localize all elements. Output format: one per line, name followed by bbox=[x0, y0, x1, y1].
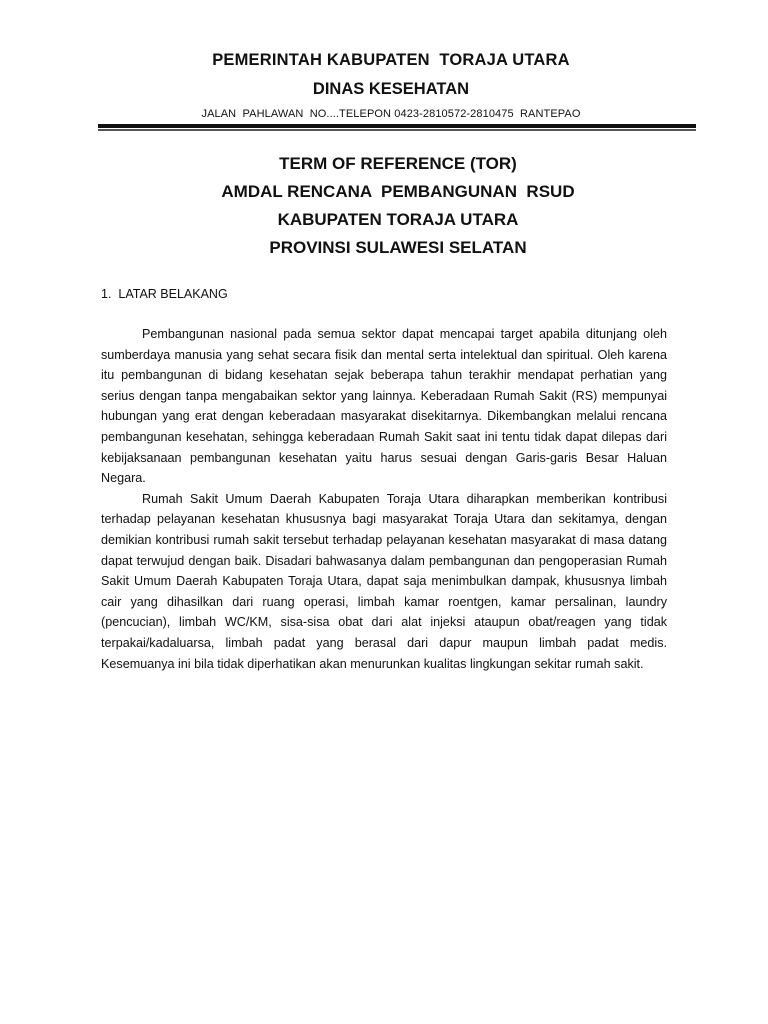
letterhead bbox=[0, 48, 768, 122]
document-title bbox=[0, 150, 768, 262]
divider-thin-line bbox=[98, 129, 696, 131]
title-line-2: AMDAL RENCANA PEMBANGUNAN RSUD bbox=[221, 182, 575, 201]
address-line: JALAN PAHLAWAN NO....TELEPON 0423-2810572-2810475 RANTEPAO bbox=[201, 108, 581, 120]
section-heading: 1. LATAR BELAKANG bbox=[101, 287, 228, 301]
section-body bbox=[101, 324, 667, 674]
paragraph: Rumah Sakit Umum Daerah Kabupaten Toraja Utara diharapkan memberikan kontribusi terhadap pelayanan kesehatan khususnya bagi masyarakat Toraja Utara dan sekitamya, dengan demikian kontribusi rumah sakit tersebut terhadap pelayanan kesehatan masyarakat di masa datang dapat terwujud dengan baik. Disadari bahwasanya dalam pembangunan dan pengoperasian Rumah Sakit Umum Daerah Kabupaten Toraja Utara, dapat saja menimbulkan dampak, khususnya limbah cair yang dihasilkan dari ruang operasi, limbah kamar roentgen, kamar persalinan, laundry (pencucian), limbah WC/KM, sisa-sisa obat dari alat injeksi ataupun obat/reagen yang tidak terpakai/kadaluarsa, limbah padat yang berasal dari dapur maupun limbah padat medis. Kesemuanya ini bila tidak diperhatikan akan menurunkan kualitas lingkungan sekitar rumah sakit. bbox=[101, 491, 667, 671]
title-line-1: TERM OF REFERENCE (TOR) bbox=[279, 154, 517, 173]
title-line-3: KABUPATEN TORAJA UTARA bbox=[277, 210, 519, 229]
letterhead-divider bbox=[98, 124, 696, 131]
government-name: PEMERINTAH KABUPATEN TORAJA UTARA bbox=[212, 51, 570, 69]
title-line-4: PROVINSI SULAWESI SELATAN bbox=[269, 238, 527, 257]
agency-name: DINAS KESEHATAN bbox=[312, 80, 470, 98]
paragraph: Pembangunan nasional pada semua sektor dapat mencapai target apabila ditunjang oleh sumberdaya manusia yang sehat secara fisik dan mental serta intelektual dan spiritual. Oleh karena itu pembangunan di bidang kesehatan sejak beberapa tahun terakhir mendapat perhatian yang serius dengan tanpa mengabaikan sektor yang lainnya. Keberadaan Rumah Sakit (RS) mempunyai hubungan yang erat dengan keberadaan masyarakat disekitarnya. Dikembangkan melalui rencana pembangunan kesehatan, sehingga keberadaan Rumah Sakit saat ini tentu tidak dapat dilepas dari kebijaksanaan pembangunan kesehatan yaitu harus sesuai dengan Garis-garis Besar Haluan Negara. bbox=[101, 327, 667, 486]
